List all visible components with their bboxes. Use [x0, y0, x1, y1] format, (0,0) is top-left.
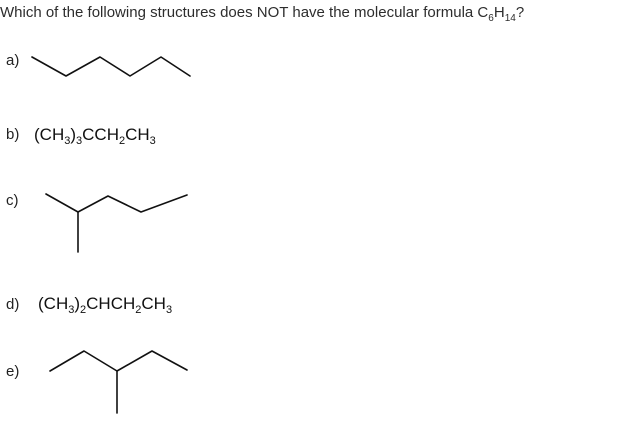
formula-subscript: 3: [68, 304, 75, 316]
formula-part: (CH: [34, 125, 65, 144]
question-subscript: 6: [488, 13, 494, 24]
option-b-label: b): [6, 126, 20, 143]
formula-subscript: 2: [80, 304, 87, 316]
formula-part: CHCH: [86, 294, 136, 313]
question-subscript: 14: [504, 13, 516, 24]
option-d-label: d): [6, 296, 20, 313]
formula-subscript: 2: [135, 304, 142, 316]
formula-subscript: 3: [165, 304, 173, 316]
formula-subscript: 2: [118, 135, 126, 147]
option-e-main-chain: [50, 351, 187, 371]
option-a-label: a): [6, 52, 20, 69]
formula-part: CH: [141, 294, 166, 313]
formula-part: ): [70, 125, 77, 144]
formula-part: ): [74, 294, 81, 313]
formula-subscript: 3: [64, 135, 71, 147]
question-part: ?: [515, 4, 525, 21]
question-part: H: [493, 4, 505, 21]
option-c-label: c): [6, 192, 19, 209]
formula-part: CCH: [82, 125, 119, 144]
formula-part: (CH: [38, 294, 69, 313]
option-e-label: e): [6, 363, 20, 380]
formula-subscript: 3: [76, 135, 83, 147]
formula-part: CH: [125, 125, 150, 144]
question-part: Which of the following structures does NOT have the molecular formula C: [0, 4, 489, 21]
formula-subscript: 3: [149, 135, 156, 147]
